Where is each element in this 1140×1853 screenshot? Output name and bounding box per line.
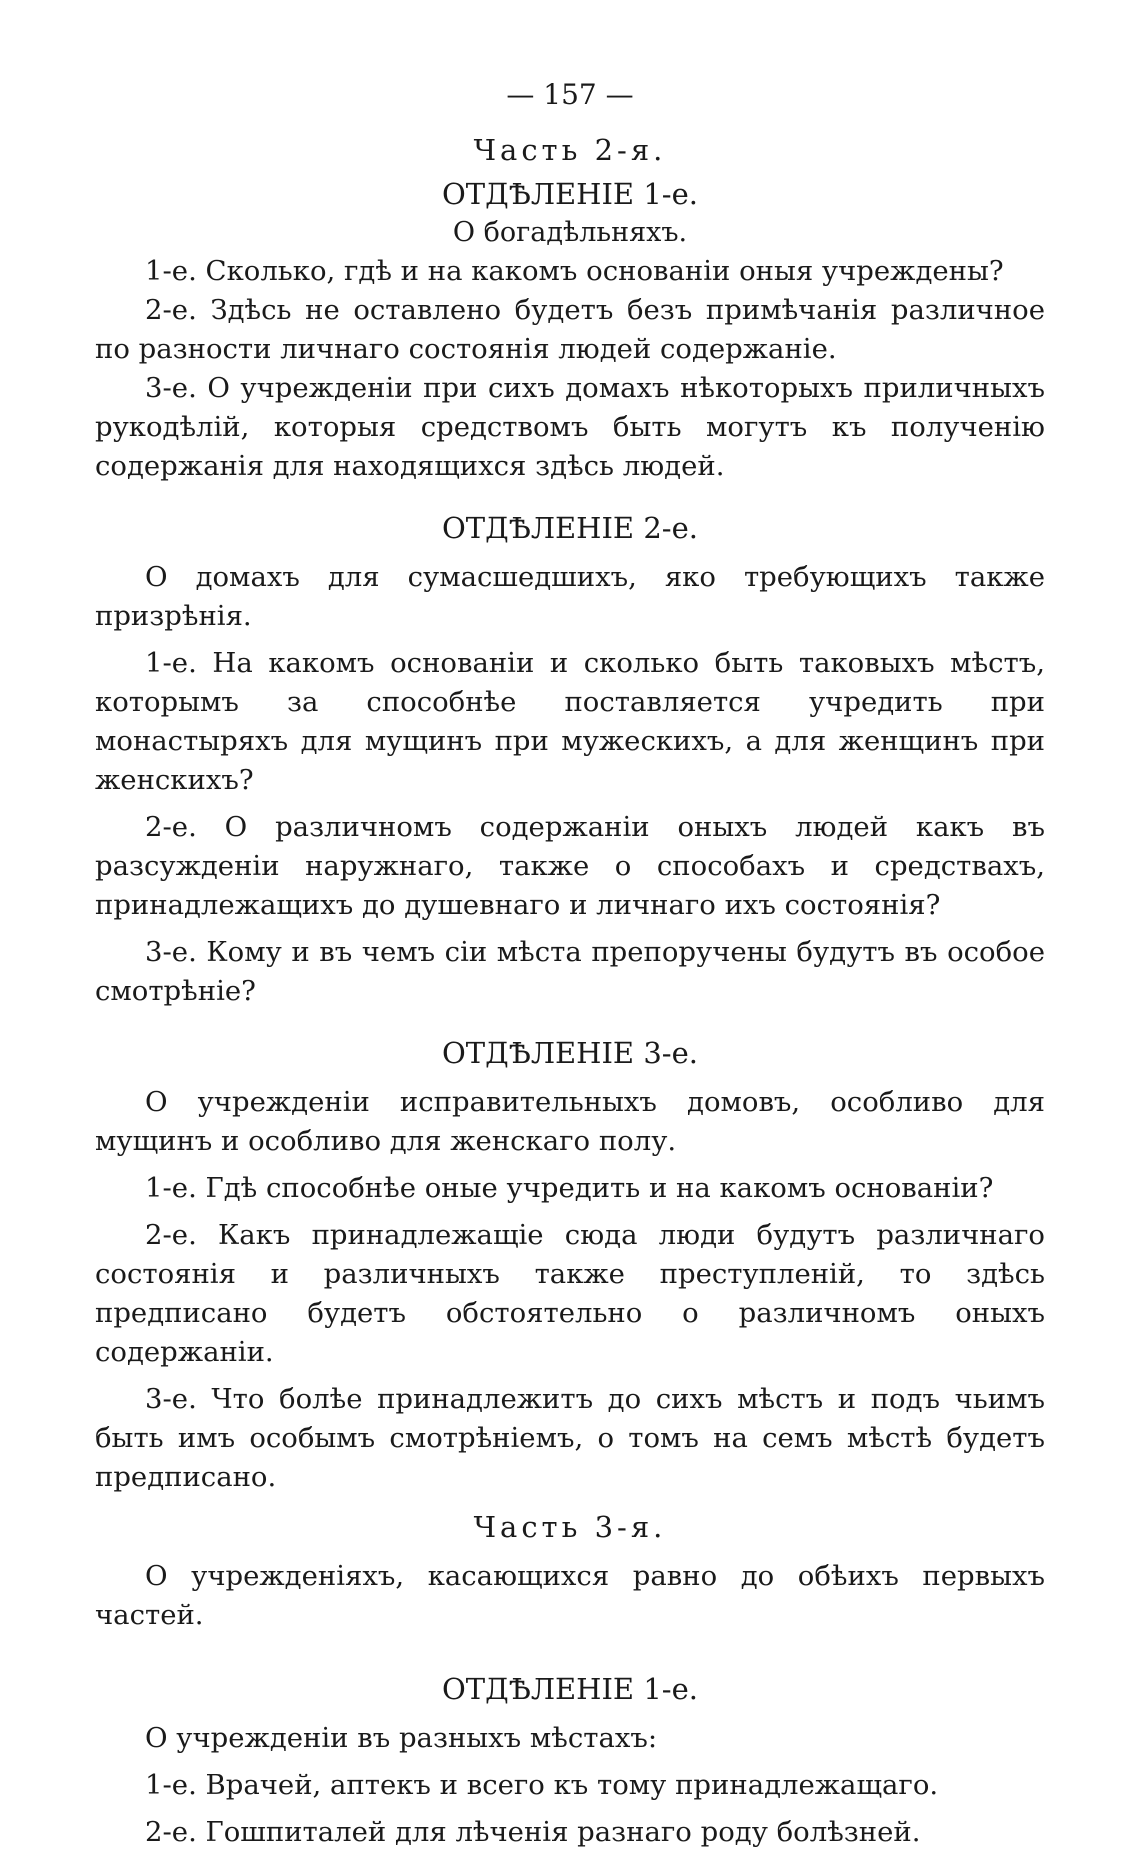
document-page — [95, 70, 1045, 1852]
part-3-section-1-heading: ОТДѢЛЕНІЕ 1-е. — [442, 1672, 698, 1706]
paragraph: 2-е. О различномъ содержаніи оныхъ людей какъ въ разсужденіи наружнаго, также о способахъ и средствахъ, принадлежащихъ до душевнаго и личнаго ихъ состоянія? — [95, 811, 1045, 921]
paragraph: 1-е. Сколько, гдѣ и на какомъ основаніи оныя учреждены? — [145, 255, 1004, 287]
page-number: — 157 — — [506, 78, 634, 111]
paragraph: 1-е. Гдѣ способнѣе оные учредить и на какомъ основаніи? — [145, 1172, 994, 1204]
section-1-heading: ОТДѢЛЕНІЕ 1-е. — [442, 177, 698, 211]
section-2-intro: О домахъ для сумасшедшихъ, яко требующихъ также призрѣнія. — [95, 561, 1045, 632]
section-1-subtitle: О богадѣльняхъ. — [452, 217, 688, 248]
paragraph: 1-е. На какомъ основаніи и сколько быть таковыхъ мѣстъ, которымъ за способнѣе поставляется учредить при монастыряхъ для мущинъ при мужескихъ, а для женщинъ при женскихъ? — [95, 647, 1045, 796]
paragraph: 3-е. Что болѣе принадлежитъ до сихъ мѣстъ и подъ чьимъ быть имъ особымъ смотрѣніемъ, о томъ на семъ мѣстѣ будетъ предписано. — [95, 1383, 1045, 1493]
paragraph: 2-е. Здѣсь не оставлено будетъ безъ примѣчанія различное по разности личнаго состоянія людей содержаніе. — [95, 294, 1045, 365]
part-3-heading: Часть 3-я. — [473, 1510, 667, 1544]
section-3-heading: ОТДѢЛЕНІЕ 3-е. — [442, 1036, 698, 1070]
paragraph: 2-е. Какъ принадлежащіе сюда люди будутъ различнаго состоянія и различныхъ также преступленій, то здѣсь предписано будетъ обстоятельно о различномъ оныхъ содержаніи. — [95, 1219, 1045, 1368]
paragraph: 2-е. Гошпиталей для лѣченія разнаго роду болѣзней. — [145, 1816, 921, 1848]
part-2-heading: Часть 2-я. — [473, 133, 667, 167]
section-2-heading: ОТДѢЛЕНІЕ 2-е. — [442, 511, 698, 545]
part-3-intro: О учрежденіяхъ, касающихся равно до обѣихъ первыхъ частей. — [95, 1560, 1045, 1631]
part-3-section-1-intro: О учрежденіи въ разныхъ мѣстахъ: — [145, 1722, 658, 1754]
paragraph: 1-е. Врачей, аптекъ и всего къ тому принадлежащаго. — [145, 1769, 939, 1801]
section-3-intro: О учрежденіи исправительныхъ домовъ, особливо для мущинъ и особливо для женскаго полу. — [95, 1086, 1045, 1157]
paragraph: 3-е. Кому и въ чемъ сіи мѣста препоручены будутъ въ особое смотрѣніе? — [95, 936, 1045, 1007]
paragraph: 3-е. О учрежденіи при сихъ домахъ нѣкоторыхъ приличныхъ рукодѣлій, которыя средствомъ быть могутъ къ полученію содержанія для находящихся здѣсь людей. — [95, 372, 1045, 482]
